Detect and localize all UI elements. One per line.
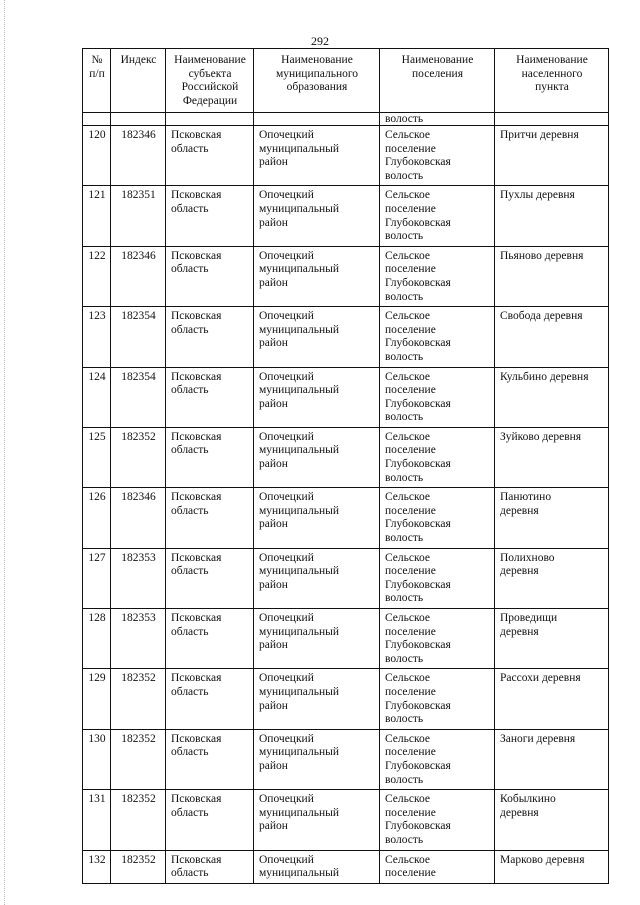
- cell-settlement-line: поселение: [385, 685, 436, 698]
- table-row: [83, 367, 609, 427]
- table-row: [83, 427, 609, 487]
- cell-municipal-line: Опочецкий: [259, 612, 314, 624]
- cell-locality-line: Притчи деревня: [500, 129, 579, 141]
- cell-locality-line: Панютино: [500, 491, 552, 504]
- cell-num: 129: [83, 669, 111, 729]
- cell-municipal-line: Опочецкий: [259, 370, 314, 383]
- cell-index: 182346: [111, 488, 166, 548]
- cell-locality-line: Рассохи деревня: [500, 672, 581, 685]
- cell-settlement-line: Сельское: [385, 491, 431, 504]
- cell-settlement: [380, 427, 495, 487]
- cell-settlement-line: Сельское: [385, 793, 431, 806]
- cell-locality-line: деревня: [500, 806, 539, 819]
- cell-locality: [495, 669, 609, 729]
- cell-municipal-line: муниципальный: [259, 565, 340, 578]
- cell-settlement-line: волость: [385, 833, 424, 846]
- cell-index: 182354: [111, 307, 166, 367]
- cell-municipal-line: муниципальный: [259, 142, 340, 155]
- cell-subject-line: Псковская: [171, 310, 222, 323]
- table-row: [83, 729, 609, 789]
- cell-settlement-line: поселение: [385, 806, 436, 819]
- cell-index: 182352: [111, 427, 166, 487]
- cell-settlement-line: поселение: [385, 142, 436, 155]
- cell-locality-line: Полихново: [500, 551, 555, 564]
- cell-locality: [495, 729, 609, 789]
- cell-settlement: [380, 850, 495, 883]
- cell-settlement-line: волость: [385, 350, 424, 363]
- cell-municipal-line: район: [259, 518, 288, 531]
- cell-subject: [166, 790, 254, 850]
- cell-municipal-line: район: [259, 699, 288, 712]
- cell-locality-line: Пухлы деревня: [500, 189, 575, 202]
- cell-settlement-line: поселение: [385, 323, 436, 336]
- cell-municipal: [254, 850, 380, 883]
- cell-subject: [166, 548, 254, 608]
- cell-settlement: [380, 126, 495, 186]
- cell-settlement-line: волость: [385, 773, 424, 786]
- cell-subject-line: область: [171, 323, 209, 336]
- cell-municipal-line: муниципальный: [259, 806, 340, 819]
- cell-municipal-line: район: [259, 216, 288, 229]
- cell-empty: [254, 113, 380, 126]
- cell-municipal-line: район: [259, 276, 288, 289]
- cell-municipal: [254, 246, 380, 306]
- cell-municipal-line: Опочецкий: [259, 189, 314, 202]
- cell-subject-line: область: [171, 625, 209, 638]
- cell-municipal-line: Опочецкий: [259, 491, 314, 504]
- cell-subject: [166, 609, 254, 669]
- cell-settlement-line: поселение: [385, 504, 436, 517]
- table-body: [83, 113, 609, 884]
- cell-settlement-line: волость: [385, 230, 424, 243]
- cell-settlement-line: поселение: [385, 444, 436, 457]
- cell-settlement-line: поселение: [385, 263, 436, 276]
- cell-locality: [495, 126, 609, 186]
- cell-locality-line: Проведищи: [500, 612, 558, 624]
- page-number: 292: [311, 34, 329, 48]
- cell-settlement-line: Глубоковская: [385, 216, 451, 229]
- table-row: [83, 307, 609, 367]
- header-subject-line: субъекта: [188, 67, 232, 80]
- cell-empty: [166, 113, 254, 126]
- cell-subject-line: область: [171, 504, 209, 517]
- cell-locality: [495, 548, 609, 608]
- cell-settlement-line: волость: [385, 713, 424, 726]
- cell-subject-line: область: [171, 142, 209, 155]
- cell-settlement-line: Глубоковская: [385, 156, 451, 169]
- cell-num: 128: [83, 609, 111, 669]
- cell-settlement-line: Сельское: [385, 129, 431, 141]
- cell-settlement-line: Сельское: [385, 249, 431, 262]
- cell-index: 182353: [111, 548, 166, 608]
- cell-municipal-line: муниципальный: [259, 685, 340, 698]
- cell-locality: [495, 307, 609, 367]
- cell-subject-line: область: [171, 806, 209, 819]
- cell-settlement-line: Сельское: [385, 310, 431, 323]
- cell-settlement-line: волость: [385, 532, 424, 545]
- cell-settlement-line: волость: [385, 169, 424, 182]
- cell-locality: [495, 790, 609, 850]
- table-row: [83, 548, 609, 608]
- cell-municipal: [254, 427, 380, 487]
- cell-settlement-line: Глубоковская: [385, 276, 451, 289]
- cell-municipal-line: район: [259, 458, 288, 471]
- cell-subject: [166, 427, 254, 487]
- header-municipal-line: Наименование: [281, 54, 353, 66]
- cell-municipal-line: район: [259, 156, 288, 169]
- cell-settlement-line: Глубоковская: [385, 699, 451, 712]
- cell-index: 182352: [111, 669, 166, 729]
- cell-subject-line: область: [171, 263, 209, 276]
- cell-settlement-line: Глубоковская: [385, 578, 451, 591]
- cell-locality: [495, 246, 609, 306]
- table-container: [82, 48, 610, 880]
- table-row: [83, 790, 609, 850]
- table-row: [83, 669, 609, 729]
- cell-settlement-line: Сельское: [385, 370, 431, 383]
- cell-num: 127: [83, 548, 111, 608]
- cell-municipal-line: Опочецкий: [259, 310, 314, 323]
- cell-index: 182352: [111, 729, 166, 789]
- cell-settlement-line: Глубоковская: [385, 820, 451, 833]
- cell-municipal-line: муниципальный: [259, 323, 340, 336]
- header-locality-line: Наименование: [516, 54, 588, 66]
- cell-municipal-line: муниципальный: [259, 384, 340, 397]
- cell-municipal-line: район: [259, 820, 288, 833]
- header-num: [83, 49, 111, 113]
- cell-settlement: [380, 669, 495, 729]
- cell-municipal-line: Опочецкий: [259, 672, 314, 685]
- cell-num: 120: [83, 126, 111, 186]
- cell-subject-line: Псковская: [171, 732, 222, 745]
- cell-municipal-line: Опочецкий: [259, 853, 314, 866]
- cell-num: 121: [83, 186, 111, 246]
- cell-subject: [166, 126, 254, 186]
- header-num-line: п/п: [89, 67, 105, 80]
- cell-subject: [166, 367, 254, 427]
- cell-empty: [495, 113, 609, 126]
- cell-municipal-line: Опочецкий: [259, 430, 314, 443]
- cell-settlement-line: Глубоковская: [385, 397, 451, 410]
- cell-locality-line: Марково деревня: [500, 853, 585, 866]
- cell-subject-line: Псковская: [171, 672, 222, 685]
- cell-subject-line: область: [171, 685, 209, 698]
- cell-municipal-line: район: [259, 639, 288, 652]
- cell-subject-line: Псковская: [171, 189, 222, 202]
- header-index: Индекс: [111, 49, 166, 113]
- cell-subject-line: область: [171, 444, 209, 457]
- cell-municipal-line: муниципальный: [259, 625, 340, 638]
- cell-municipal-line: Опочецкий: [259, 793, 314, 806]
- header-municipal-line: муниципального: [275, 67, 359, 80]
- cell-subject-line: область: [171, 746, 209, 759]
- cell-locality-line: деревня: [500, 504, 539, 517]
- cell-settlement: [380, 307, 495, 367]
- cell-settlement-line: поселение: [385, 867, 436, 880]
- cell-subject-line: Псковская: [171, 491, 222, 504]
- cell-num: 123: [83, 307, 111, 367]
- cell-locality: [495, 488, 609, 548]
- cell-municipal-line: муниципальный: [259, 746, 340, 759]
- header-row: [83, 49, 609, 113]
- header-subject-line: Федерации: [182, 94, 238, 107]
- header-municipal: [254, 49, 380, 113]
- cell-settlement-line: Сельское: [385, 430, 431, 443]
- cell-settlement: [380, 609, 495, 669]
- cell-num: 126: [83, 488, 111, 548]
- cell-settlement: [380, 186, 495, 246]
- cell-subject: [166, 488, 254, 548]
- cell-municipal-line: Опочецкий: [259, 249, 314, 262]
- header-settlement-line: поселения: [412, 67, 463, 80]
- cell-settlement-line: Глубоковская: [385, 639, 451, 652]
- cell-empty: [111, 113, 166, 126]
- cell-municipal-line: Опочецкий: [259, 551, 314, 564]
- cell-subject: [166, 307, 254, 367]
- cell-num: 131: [83, 790, 111, 850]
- cell-municipal-line: муниципальный: [259, 202, 340, 215]
- cell-subject: [166, 186, 254, 246]
- cell-index: 182352: [111, 850, 166, 883]
- cell-municipal: [254, 488, 380, 548]
- cell-subject-line: Псковская: [171, 612, 222, 624]
- cell-subject-line: Псковская: [171, 430, 222, 443]
- cell-municipal: [254, 186, 380, 246]
- cell-settlement-line: Сельское: [385, 189, 431, 202]
- cell-municipal: [254, 307, 380, 367]
- cell-num: 132: [83, 850, 111, 883]
- cell-municipal-line: район: [259, 759, 288, 772]
- cell-subject-line: Псковская: [171, 249, 222, 262]
- cell-municipal-line: район: [259, 578, 288, 591]
- cell-municipal-line: муниципальный: [259, 867, 340, 880]
- cell-municipal-line: Опочецкий: [259, 129, 314, 141]
- cell-settlement: [380, 488, 495, 548]
- cell-subject: [166, 246, 254, 306]
- cell-index: 182351: [111, 186, 166, 246]
- header-settlement-line: Наименование: [401, 54, 474, 66]
- cell-subject-line: область: [171, 867, 209, 880]
- cell-settlement-line: Глубоковская: [385, 337, 451, 350]
- cell-subject-line: Псковская: [171, 853, 222, 866]
- cell-subject-line: Псковская: [171, 551, 222, 564]
- cell-index: 182354: [111, 367, 166, 427]
- cell-municipal-line: муниципальный: [259, 444, 340, 457]
- cell-municipal-line: Опочецкий: [259, 732, 314, 745]
- cell-settlement: [380, 246, 495, 306]
- cell-municipal-line: муниципальный: [259, 263, 340, 276]
- header-locality-line: населенного: [521, 67, 583, 80]
- cell-index: 182352: [111, 790, 166, 850]
- cell-locality: [495, 427, 609, 487]
- table-row: [83, 609, 609, 669]
- cell-settlement: [380, 548, 495, 608]
- cell-settlement-line: Сельское: [385, 672, 431, 685]
- table-row: [83, 246, 609, 306]
- cell-municipal: [254, 609, 380, 669]
- cell-empty: [83, 113, 111, 126]
- cell-settlement: [380, 790, 495, 850]
- header-settlement: [380, 49, 495, 113]
- cell-locality-line: Пьяново деревня: [500, 249, 584, 262]
- cell-municipal-line: район: [259, 337, 288, 350]
- page-edge-line: [4, 0, 5, 905]
- cell-locality-line: деревня: [500, 625, 539, 638]
- table-row: [83, 186, 609, 246]
- cell-municipal: [254, 669, 380, 729]
- cell-settlement-line: поселение: [385, 746, 436, 759]
- cell-settlement-line: Сельское: [385, 853, 431, 866]
- header-locality-line: пункта: [535, 81, 569, 94]
- cell-locality-line: Заноги деревня: [500, 732, 576, 745]
- table-row: [83, 126, 609, 186]
- cell-settlement-line: Глубоковская: [385, 759, 451, 772]
- cell-locality-line: Кобылкино: [500, 793, 556, 806]
- cell-subject: [166, 850, 254, 883]
- cell-index: 182346: [111, 246, 166, 306]
- header-locality: [495, 49, 609, 113]
- cell-municipal: [254, 367, 380, 427]
- cell-subject: [166, 729, 254, 789]
- cell-subject-line: область: [171, 565, 209, 578]
- cell-locality: [495, 850, 609, 883]
- cell-locality-line: деревня: [500, 565, 539, 578]
- cell-num: 122: [83, 246, 111, 306]
- cell-municipal: [254, 790, 380, 850]
- cell-settlement-line: поселение: [385, 565, 436, 578]
- cell-locality: [495, 186, 609, 246]
- cell-subject: [166, 669, 254, 729]
- cell-settlement-line: волость: [385, 411, 424, 424]
- cell-locality-line: Кульбино деревня: [500, 370, 589, 383]
- cell-municipal: [254, 729, 380, 789]
- table-row: [83, 488, 609, 548]
- cell-settlement-line: волость: [385, 592, 424, 605]
- cell-subject-line: область: [171, 384, 209, 397]
- cell-settlement-line: Сельское: [385, 551, 431, 564]
- cell-settlement-line: Глубоковская: [385, 518, 451, 531]
- settlements-table: [82, 48, 609, 884]
- cell-num: 124: [83, 367, 111, 427]
- cell-locality-line: Зуйково деревня: [500, 430, 582, 443]
- cell-municipal: [254, 548, 380, 608]
- cell-settlement-line: волость: [385, 290, 424, 303]
- header-municipal-line: образования: [286, 81, 348, 94]
- cell-settlement-line: Сельское: [385, 612, 431, 624]
- cell-settlement-line: поселение: [385, 202, 436, 215]
- cell-index: 182353: [111, 609, 166, 669]
- cell-num: 125: [83, 427, 111, 487]
- cell-num: 130: [83, 729, 111, 789]
- cell-settlement-line: Сельское: [385, 732, 431, 745]
- header-subject-line: Наименование: [174, 54, 246, 66]
- cell-subject-line: Псковская: [171, 793, 222, 806]
- cell-municipal-line: муниципальный: [259, 504, 340, 517]
- cell-municipal-line: район: [259, 397, 288, 410]
- cell-subject-line: Псковская: [171, 370, 222, 383]
- cell-locality: [495, 609, 609, 669]
- header-subject: [166, 49, 254, 113]
- cell-subject-line: Псковская: [171, 129, 222, 141]
- cell-locality-line: Свобода деревня: [500, 310, 583, 323]
- cell-subject-line: область: [171, 202, 209, 215]
- cell-settlement-line: волость: [385, 652, 424, 665]
- cell-locality: [495, 367, 609, 427]
- header-num-line: №: [91, 54, 103, 66]
- continuation-row: [83, 113, 609, 126]
- cell-settlement: [380, 729, 495, 789]
- cell-settlement-line: Глубоковская: [385, 458, 451, 471]
- cell-municipal: [254, 126, 380, 186]
- header-subject-line: Российской: [181, 81, 239, 94]
- cell-index: 182346: [111, 126, 166, 186]
- continuation-settlement: волость: [380, 113, 495, 126]
- cell-settlement-line: волость: [385, 471, 424, 484]
- cell-settlement-line: поселение: [385, 384, 436, 397]
- cell-settlement-line: поселение: [385, 625, 436, 638]
- table-row: [83, 850, 609, 883]
- cell-settlement: [380, 367, 495, 427]
